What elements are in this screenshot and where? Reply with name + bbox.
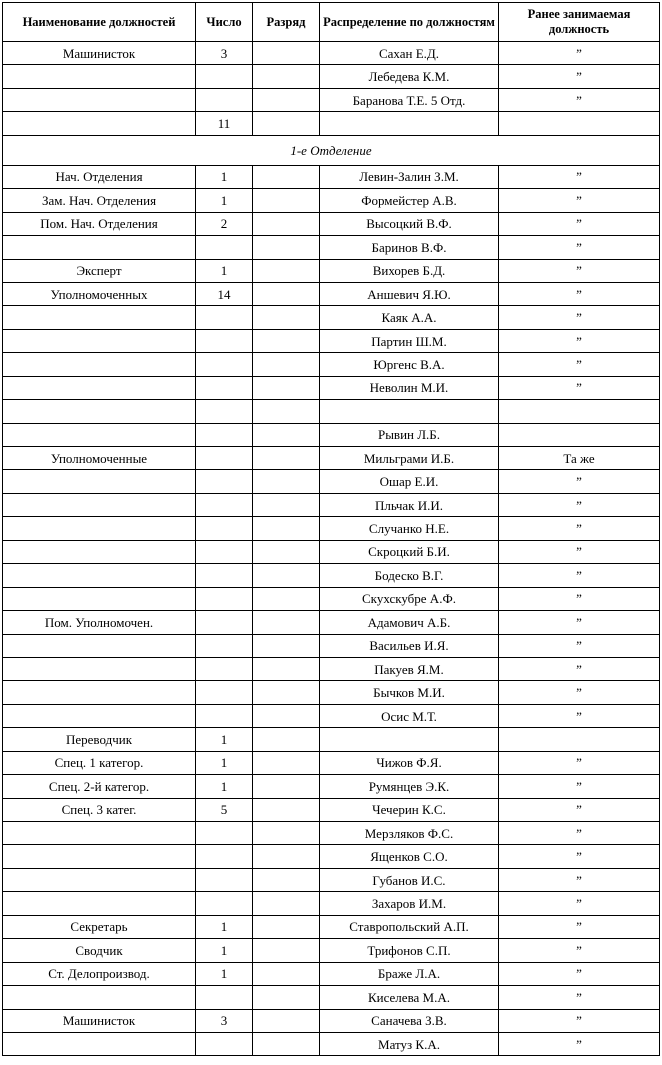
table-row bbox=[3, 517, 660, 540]
cell-previous: ” bbox=[499, 212, 660, 235]
header-grade: Разряд bbox=[253, 3, 320, 42]
cell-name: Скухскубре А.Ф. bbox=[320, 587, 499, 610]
cell-grade bbox=[253, 423, 320, 446]
cell-name: Каяк А.А. bbox=[320, 306, 499, 329]
cell-grade bbox=[253, 751, 320, 774]
cell-grade bbox=[253, 212, 320, 235]
cell-previous: Та же bbox=[499, 447, 660, 470]
cell-count: 11 bbox=[196, 112, 253, 135]
cell-count: 1 bbox=[196, 165, 253, 188]
cell-position bbox=[3, 704, 196, 727]
table-row bbox=[3, 775, 660, 798]
table-row bbox=[3, 962, 660, 985]
cell-name: Чижов Ф.Я. bbox=[320, 751, 499, 774]
cell-grade bbox=[253, 42, 320, 65]
cell-previous: ” bbox=[499, 986, 660, 1009]
cell-grade bbox=[253, 611, 320, 634]
cell-previous: ” bbox=[499, 88, 660, 111]
cell-position bbox=[3, 657, 196, 680]
cell-count bbox=[196, 868, 253, 891]
cell-position bbox=[3, 400, 196, 423]
cell-name: Захаров И.М. bbox=[320, 892, 499, 915]
cell-grade bbox=[253, 587, 320, 610]
cell-count bbox=[196, 353, 253, 376]
cell-position bbox=[3, 88, 196, 111]
cell-count: 14 bbox=[196, 282, 253, 305]
cell-name: Скроцкий Б.И. bbox=[320, 540, 499, 563]
cell-name: Юргенс В.А. bbox=[320, 353, 499, 376]
cell-previous: ” bbox=[499, 189, 660, 212]
cell-previous: ” bbox=[499, 353, 660, 376]
cell-count: 5 bbox=[196, 798, 253, 821]
cell-previous bbox=[499, 112, 660, 135]
cell-previous: ” bbox=[499, 962, 660, 985]
staff-table bbox=[2, 2, 660, 1056]
cell-previous: ” bbox=[499, 611, 660, 634]
header-row bbox=[3, 3, 660, 42]
cell-grade bbox=[253, 798, 320, 821]
cell-name: Вихорев Б.Д. bbox=[320, 259, 499, 282]
cell-position bbox=[3, 112, 196, 135]
cell-name: Браже Л.А. bbox=[320, 962, 499, 985]
table-row bbox=[3, 845, 660, 868]
table-row bbox=[3, 259, 660, 282]
cell-previous: ” bbox=[499, 892, 660, 915]
header-distribution: Распределение по должностям bbox=[320, 3, 499, 42]
cell-count bbox=[196, 517, 253, 540]
cell-previous: ” bbox=[499, 493, 660, 516]
cell-count bbox=[196, 587, 253, 610]
cell-name bbox=[320, 728, 499, 751]
cell-previous bbox=[499, 423, 660, 446]
cell-count: 1 bbox=[196, 915, 253, 938]
table-row bbox=[3, 189, 660, 212]
table-row bbox=[3, 42, 660, 65]
cell-name: Рывин Л.Б. bbox=[320, 423, 499, 446]
table-body-main bbox=[3, 165, 660, 1056]
cell-grade bbox=[253, 165, 320, 188]
cell-name: Васильев И.Я. bbox=[320, 634, 499, 657]
table-row bbox=[3, 165, 660, 188]
cell-name: Мильграми И.Б. bbox=[320, 447, 499, 470]
cell-position: Пом. Нач. Отделения bbox=[3, 212, 196, 235]
cell-count: 1 bbox=[196, 939, 253, 962]
cell-name: Губанов И.С. bbox=[320, 868, 499, 891]
cell-grade bbox=[253, 657, 320, 680]
cell-count bbox=[196, 634, 253, 657]
cell-position bbox=[3, 986, 196, 1009]
cell-grade bbox=[253, 704, 320, 727]
cell-count bbox=[196, 564, 253, 587]
cell-grade bbox=[253, 540, 320, 563]
table-row bbox=[3, 892, 660, 915]
cell-position bbox=[3, 892, 196, 915]
table-row bbox=[3, 986, 660, 1009]
cell-name: Саначева З.В. bbox=[320, 1009, 499, 1032]
table-body-top bbox=[3, 42, 660, 136]
cell-position bbox=[3, 236, 196, 259]
cell-count bbox=[196, 470, 253, 493]
cell-position bbox=[3, 306, 196, 329]
cell-name: Ставропольский А.П. bbox=[320, 915, 499, 938]
cell-count bbox=[196, 986, 253, 1009]
table-row bbox=[3, 634, 660, 657]
cell-name: Пакуев Я.М. bbox=[320, 657, 499, 680]
cell-name: Пльчак И.И. bbox=[320, 493, 499, 516]
cell-grade bbox=[253, 65, 320, 88]
cell-position bbox=[3, 587, 196, 610]
cell-position: Спец. 3 катег. bbox=[3, 798, 196, 821]
cell-grade bbox=[253, 915, 320, 938]
cell-position: Переводчик bbox=[3, 728, 196, 751]
header-previous: Ранее занимаемая должность bbox=[499, 3, 660, 42]
cell-grade bbox=[253, 282, 320, 305]
cell-name: Матуз К.А. bbox=[320, 1032, 499, 1055]
cell-count bbox=[196, 1032, 253, 1055]
cell-grade bbox=[253, 822, 320, 845]
table-row bbox=[3, 88, 660, 111]
table-row bbox=[3, 1009, 660, 1032]
cell-count bbox=[196, 493, 253, 516]
cell-name: Баранова Т.Е. 5 Отд. bbox=[320, 88, 499, 111]
cell-count bbox=[196, 822, 253, 845]
table-row bbox=[3, 376, 660, 399]
header-position: Наименование должностей bbox=[3, 3, 196, 42]
cell-position bbox=[3, 470, 196, 493]
cell-position: Эксперт bbox=[3, 259, 196, 282]
cell-grade bbox=[253, 112, 320, 135]
cell-position: Ст. Делопроизвод. bbox=[3, 962, 196, 985]
cell-grade bbox=[253, 493, 320, 516]
cell-name: Партин Ш.М. bbox=[320, 329, 499, 352]
cell-name: Бычков М.И. bbox=[320, 681, 499, 704]
cell-count bbox=[196, 892, 253, 915]
cell-previous: ” bbox=[499, 939, 660, 962]
table-row bbox=[3, 112, 660, 135]
table-row bbox=[3, 493, 660, 516]
cell-name: Лебедева К.М. bbox=[320, 65, 499, 88]
cell-position bbox=[3, 493, 196, 516]
cell-previous: ” bbox=[499, 681, 660, 704]
cell-grade bbox=[253, 868, 320, 891]
cell-previous: ” bbox=[499, 236, 660, 259]
cell-previous bbox=[499, 728, 660, 751]
table-row bbox=[3, 822, 660, 845]
cell-position bbox=[3, 564, 196, 587]
cell-count: 2 bbox=[196, 212, 253, 235]
table-row bbox=[3, 564, 660, 587]
cell-count bbox=[196, 306, 253, 329]
table-row bbox=[3, 915, 660, 938]
cell-position: Пом. Уполномочен. bbox=[3, 611, 196, 634]
cell-previous: ” bbox=[499, 259, 660, 282]
table-row bbox=[3, 423, 660, 446]
cell-previous: ” bbox=[499, 517, 660, 540]
cell-grade bbox=[253, 939, 320, 962]
cell-position bbox=[3, 376, 196, 399]
table-row bbox=[3, 1032, 660, 1055]
cell-previous: ” bbox=[499, 1009, 660, 1032]
cell-previous: ” bbox=[499, 564, 660, 587]
cell-previous: ” bbox=[499, 751, 660, 774]
cell-count bbox=[196, 400, 253, 423]
cell-count: 3 bbox=[196, 1009, 253, 1032]
cell-position bbox=[3, 65, 196, 88]
cell-name: Ошар Е.И. bbox=[320, 470, 499, 493]
cell-grade bbox=[253, 376, 320, 399]
cell-position bbox=[3, 329, 196, 352]
cell-grade bbox=[253, 1032, 320, 1055]
table-row bbox=[3, 868, 660, 891]
cell-previous: ” bbox=[499, 822, 660, 845]
cell-name: Ященков С.О. bbox=[320, 845, 499, 868]
cell-position: Спец. 1 категор. bbox=[3, 751, 196, 774]
cell-position bbox=[3, 681, 196, 704]
cell-count bbox=[196, 329, 253, 352]
cell-position: Спец. 2-й категор. bbox=[3, 775, 196, 798]
cell-previous: ” bbox=[499, 704, 660, 727]
cell-position bbox=[3, 634, 196, 657]
cell-count: 1 bbox=[196, 728, 253, 751]
section-title: 1-е Отделение bbox=[3, 135, 660, 165]
table-row bbox=[3, 470, 660, 493]
cell-name bbox=[320, 112, 499, 135]
cell-previous: ” bbox=[499, 587, 660, 610]
section-heading-body bbox=[3, 135, 660, 165]
cell-grade bbox=[253, 634, 320, 657]
cell-previous: ” bbox=[499, 1032, 660, 1055]
table-row bbox=[3, 587, 660, 610]
table-row bbox=[3, 65, 660, 88]
cell-grade bbox=[253, 306, 320, 329]
section-row bbox=[3, 135, 660, 165]
cell-previous bbox=[499, 400, 660, 423]
table-row bbox=[3, 353, 660, 376]
cell-position bbox=[3, 868, 196, 891]
table-row bbox=[3, 657, 660, 680]
cell-count: 3 bbox=[196, 42, 253, 65]
cell-previous: ” bbox=[499, 376, 660, 399]
cell-name: Формейстер А.В. bbox=[320, 189, 499, 212]
table-row bbox=[3, 751, 660, 774]
cell-name: Сахан Е.Д. bbox=[320, 42, 499, 65]
cell-name: Адамович А.Б. bbox=[320, 611, 499, 634]
cell-grade bbox=[253, 353, 320, 376]
cell-name: Высоцкий В.Ф. bbox=[320, 212, 499, 235]
table-row bbox=[3, 282, 660, 305]
cell-position: Зам. Нач. Отделения bbox=[3, 189, 196, 212]
table-row bbox=[3, 939, 660, 962]
cell-grade bbox=[253, 962, 320, 985]
cell-position: Машинисток bbox=[3, 1009, 196, 1032]
cell-previous: ” bbox=[499, 65, 660, 88]
table-row bbox=[3, 611, 660, 634]
table-row bbox=[3, 400, 660, 423]
cell-position bbox=[3, 845, 196, 868]
cell-previous: ” bbox=[499, 306, 660, 329]
cell-name: Бодеско В.Г. bbox=[320, 564, 499, 587]
cell-name: Румянцев Э.К. bbox=[320, 775, 499, 798]
cell-count bbox=[196, 447, 253, 470]
cell-position bbox=[3, 353, 196, 376]
table-row bbox=[3, 728, 660, 751]
table-row bbox=[3, 704, 660, 727]
cell-count: 1 bbox=[196, 962, 253, 985]
cell-grade bbox=[253, 88, 320, 111]
cell-name: Киселева М.А. bbox=[320, 986, 499, 1009]
cell-previous: ” bbox=[499, 845, 660, 868]
header-count: Число bbox=[196, 3, 253, 42]
cell-grade bbox=[253, 986, 320, 1009]
cell-previous: ” bbox=[499, 634, 660, 657]
cell-grade bbox=[253, 189, 320, 212]
cell-count bbox=[196, 65, 253, 88]
cell-previous: ” bbox=[499, 470, 660, 493]
table-row bbox=[3, 329, 660, 352]
cell-grade bbox=[253, 564, 320, 587]
cell-count bbox=[196, 423, 253, 446]
cell-count bbox=[196, 611, 253, 634]
cell-grade bbox=[253, 775, 320, 798]
cell-grade bbox=[253, 681, 320, 704]
cell-count bbox=[196, 657, 253, 680]
cell-previous: ” bbox=[499, 42, 660, 65]
table-row bbox=[3, 798, 660, 821]
cell-count bbox=[196, 681, 253, 704]
cell-position bbox=[3, 517, 196, 540]
cell-grade bbox=[253, 259, 320, 282]
cell-name: Неволин М.И. bbox=[320, 376, 499, 399]
cell-position: Уполномоченные bbox=[3, 447, 196, 470]
cell-grade bbox=[253, 447, 320, 470]
cell-previous: ” bbox=[499, 165, 660, 188]
cell-position bbox=[3, 540, 196, 563]
cell-count bbox=[196, 845, 253, 868]
cell-previous: ” bbox=[499, 868, 660, 891]
table-row bbox=[3, 212, 660, 235]
cell-name: Чечерин К.С. bbox=[320, 798, 499, 821]
cell-count: 1 bbox=[196, 751, 253, 774]
cell-grade bbox=[253, 400, 320, 423]
cell-count bbox=[196, 540, 253, 563]
cell-position bbox=[3, 822, 196, 845]
cell-count bbox=[196, 88, 253, 111]
cell-previous: ” bbox=[499, 915, 660, 938]
cell-position: Сводчик bbox=[3, 939, 196, 962]
cell-previous: ” bbox=[499, 657, 660, 680]
table-row bbox=[3, 447, 660, 470]
cell-name: Трифонов С.П. bbox=[320, 939, 499, 962]
cell-grade bbox=[253, 728, 320, 751]
cell-previous: ” bbox=[499, 540, 660, 563]
cell-name: Мерзляков Ф.С. bbox=[320, 822, 499, 845]
cell-previous: ” bbox=[499, 282, 660, 305]
cell-position bbox=[3, 423, 196, 446]
cell-count: 1 bbox=[196, 775, 253, 798]
cell-position: Машинисток bbox=[3, 42, 196, 65]
cell-grade bbox=[253, 845, 320, 868]
cell-position: Нач. Отделения bbox=[3, 165, 196, 188]
cell-previous: ” bbox=[499, 775, 660, 798]
cell-position: Секретарь bbox=[3, 915, 196, 938]
cell-name: Аншевич Я.Ю. bbox=[320, 282, 499, 305]
table-row bbox=[3, 306, 660, 329]
cell-grade bbox=[253, 1009, 320, 1032]
cell-position bbox=[3, 1032, 196, 1055]
cell-count bbox=[196, 704, 253, 727]
cell-name bbox=[320, 400, 499, 423]
cell-name: Баринов В.Ф. bbox=[320, 236, 499, 259]
cell-name: Осис М.Т. bbox=[320, 704, 499, 727]
table-row bbox=[3, 681, 660, 704]
cell-position: Уполномоченных bbox=[3, 282, 196, 305]
cell-grade bbox=[253, 236, 320, 259]
cell-count bbox=[196, 236, 253, 259]
cell-count bbox=[196, 376, 253, 399]
cell-count: 1 bbox=[196, 259, 253, 282]
table-row bbox=[3, 540, 660, 563]
cell-previous: ” bbox=[499, 329, 660, 352]
cell-grade bbox=[253, 892, 320, 915]
cell-grade bbox=[253, 517, 320, 540]
cell-grade bbox=[253, 470, 320, 493]
cell-name: Левин-Залин З.М. bbox=[320, 165, 499, 188]
cell-grade bbox=[253, 329, 320, 352]
cell-previous: ” bbox=[499, 798, 660, 821]
cell-name: Случанко Н.Е. bbox=[320, 517, 499, 540]
cell-count: 1 bbox=[196, 189, 253, 212]
table-row bbox=[3, 236, 660, 259]
